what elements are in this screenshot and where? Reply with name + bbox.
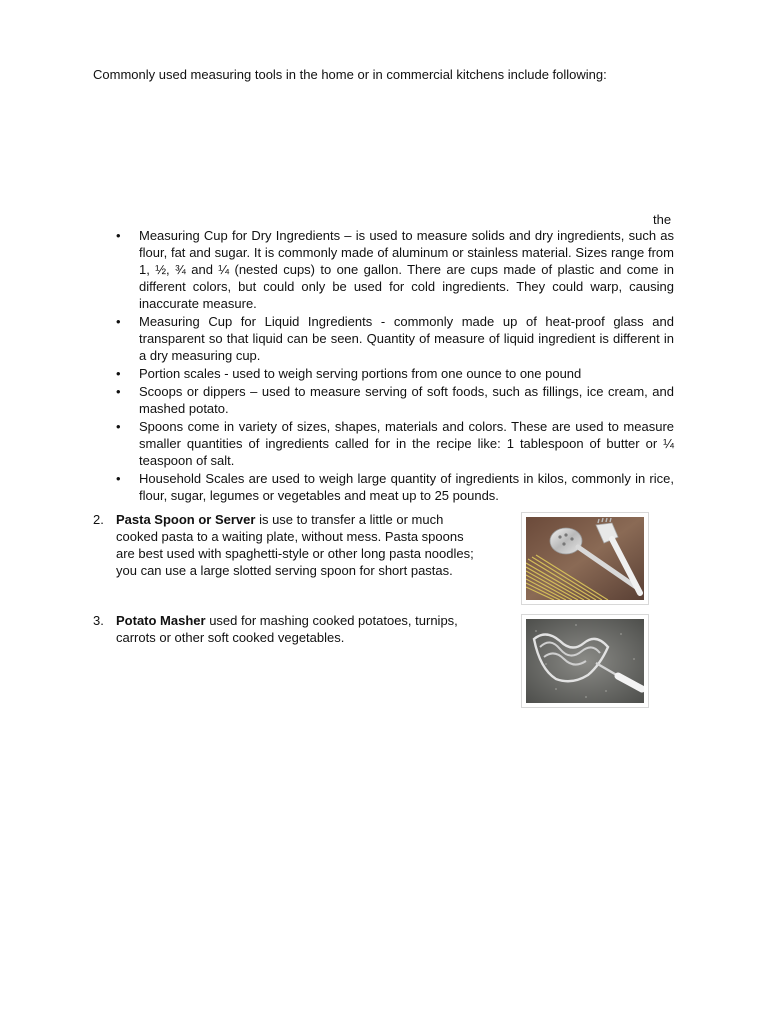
list-item-text: Scoops or dippers – used to measure serving of soft foods, such as fillings, ice cream, and mashed potato. xyxy=(139,384,674,416)
list-item xyxy=(116,418,674,469)
item-number: 2. xyxy=(93,512,104,527)
list-item xyxy=(116,383,674,417)
list-item xyxy=(116,227,674,312)
list-item xyxy=(116,365,674,382)
pasta-spoon-image-icon xyxy=(526,517,644,600)
bullet-icon: • xyxy=(116,419,121,434)
bullet-icon: • xyxy=(116,384,121,399)
list-item-text: Measuring Cup for Dry Ingredients – is used to measure solids and dry ingredients, such as flour, fat and sugar. It is commonly made of aluminum or stainless material. Sizes range from 1, ½, ¾ and ¼ (nested cups) to one gallon. There are cups made of plastic and come in different colors, but could only be used for cold ingredients. They could warp, causing inaccurate measure. xyxy=(139,228,674,311)
potato-masher-image-icon xyxy=(526,619,644,703)
potato-masher-photo xyxy=(521,614,649,708)
list-item xyxy=(116,313,674,364)
bullet-icon: • xyxy=(116,314,121,329)
item-text: is use to transfer a little or much cooked pasta to a waiting plate, without mess. Pasta spoons are best used with spaghetti-style or other long pasta noodles; you can use a large slotted serving spoon for short pastas. xyxy=(116,512,474,578)
list-item-text: Household Scales are used to weigh large quantity of ingredients in kilos, commonly in rice, flour, sugar, legumes or vegetables and meat up to 25 pounds. xyxy=(139,471,674,503)
intro-paragraph: Commonly used measuring tools in the home or in commercial kitchens include following: xyxy=(93,67,607,82)
list-item xyxy=(116,470,674,504)
measuring-tools-list xyxy=(116,227,674,505)
bullet-icon: • xyxy=(116,228,121,243)
item-text: used for mashing cooked potatoes, turnips, carrots or other soft cooked vegetables. xyxy=(116,613,458,645)
list-item-text: Measuring Cup for Liquid Ingredients - commonly made up of heat-proof glass and transparent so that liquid can be seen. Quantity of measure of liquid ingredient is different in a dry measuring cup. xyxy=(139,314,674,363)
stray-word: the xyxy=(653,212,672,227)
bullet-icon: • xyxy=(116,471,121,486)
list-item-text: Spoons come in variety of sizes, shapes, materials and colors. These are used to measure smaller quantities of ingredients called for in the recipe like: 1 tablespoon of butter or ¼ teaspoon of salt. xyxy=(139,419,674,468)
item-title: Potato Masher xyxy=(116,613,206,628)
pasta-spoon-photo xyxy=(521,512,649,605)
item-number: 3. xyxy=(93,613,104,628)
item-description xyxy=(116,511,478,579)
item-title: Pasta Spoon or Server xyxy=(116,512,256,527)
item-description xyxy=(116,612,478,646)
bullet-icon: • xyxy=(116,366,121,381)
list-item-text: Portion scales - used to weigh serving portions from one ounce to one pound xyxy=(139,366,582,381)
